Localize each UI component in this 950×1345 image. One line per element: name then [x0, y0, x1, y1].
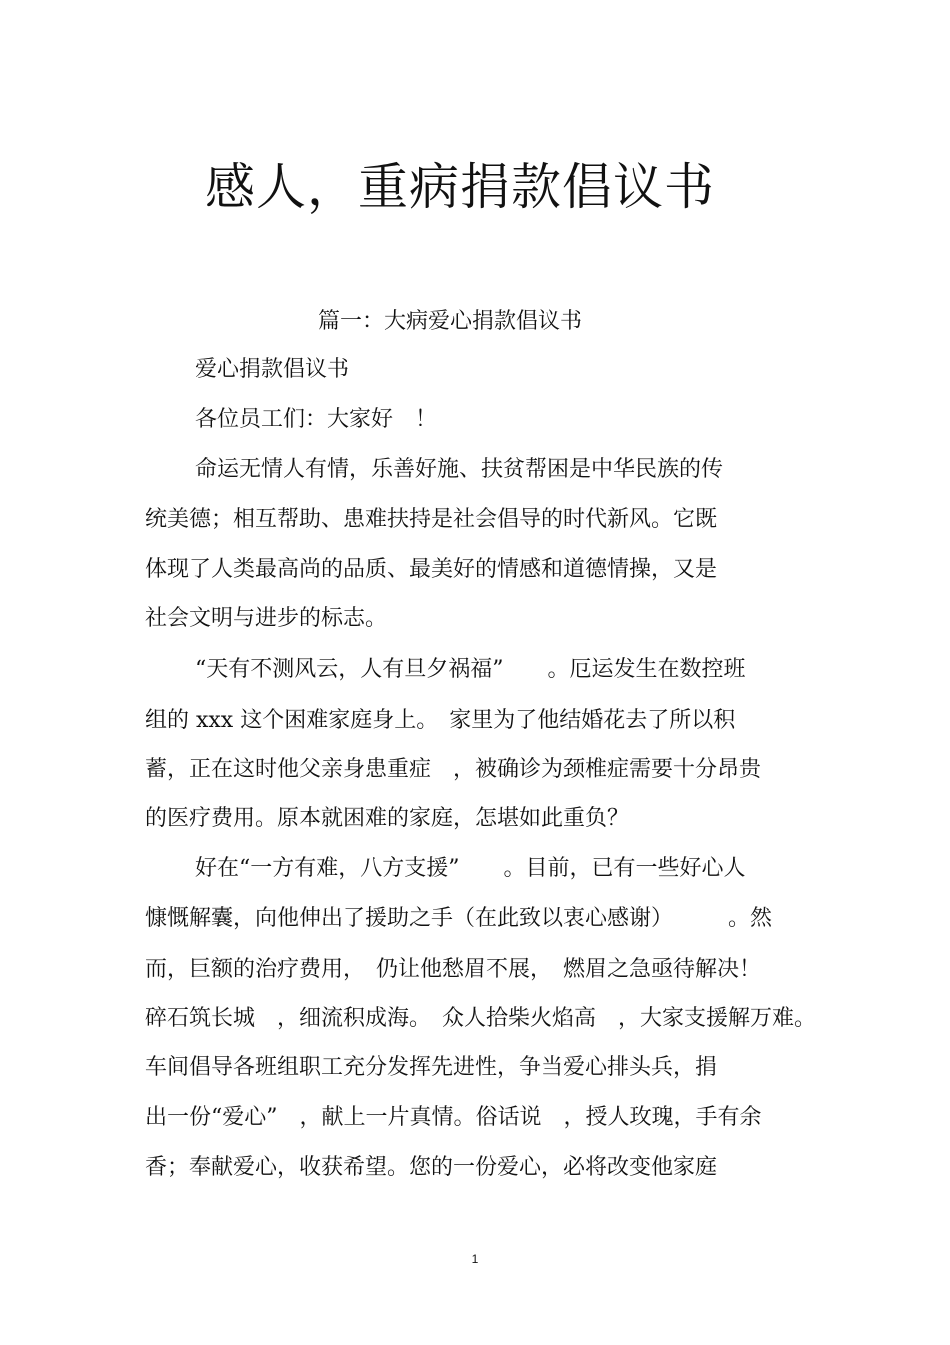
page-number: 1 [471, 1252, 479, 1266]
paragraph-line: “天有不测风云，人有旦夕祸福” 。厄运发生在数控班 [195, 657, 746, 682]
paragraph-line: 车间倡导各班组职工充分发挥先进性，争当爱心排头兵，捐 [145, 1055, 718, 1080]
letter-heading: 爱心捐款倡议书 [195, 357, 350, 382]
paragraph-line: 碎石筑长城 ，细流积成海。 众人拾柴火焰高 ，大家支援解万难。 [145, 1006, 817, 1031]
paragraph-line: 组的 xxx 这个困难家庭身上。 家里为了他结婚花去了所以积 [145, 708, 736, 733]
paragraph-line: 社会文明与进步的标志。 [145, 606, 388, 631]
paragraph-line: 体现了人类最高尚的品质、最美好的情感和道德情操，又是 [145, 557, 718, 582]
paragraph-line: 而，巨额的治疗费用， 仍让他愁眉不展， 燃眉之急亟待解决！ [145, 957, 762, 982]
greeting-line: 各位员工们：大家好 ！ [195, 407, 438, 432]
document-title: 感人，重病捐款倡议书 [205, 158, 715, 216]
paragraph-line: 统美德；相互帮助、患难扶持是社会倡导的时代新风。它既 [145, 507, 718, 532]
paragraph-line: 命运无情人有情，乐善好施、扶贫帮困是中华民族的传 [195, 457, 724, 482]
paragraph-line: 出一份“爱心” ，献上一片真情。俗话说 ，授人玫瑰，手有余 [145, 1105, 762, 1130]
paragraph-line: 香；奉献爱心，收获希望。您的一份爱心，必将改变他家庭 [145, 1155, 718, 1180]
paragraph-line: 的医疗费用。原本就困难的家庭，怎堪如此重负？ [145, 806, 630, 831]
paragraph-line: 蓄，正在这时他父亲身患重症 ，被确诊为颈椎症需要十分昂贵 [145, 757, 762, 782]
paragraph-line: 慷慨解囊，向他伸出了援助之手（在此致以衷心感谢） 。然 [145, 906, 773, 931]
paragraph-line: 好在“一方有难，八方支援” 。目前，已有一些好心人 [195, 856, 746, 881]
document-subtitle: 篇一：大病爱心捐款倡议书 [317, 309, 582, 334]
